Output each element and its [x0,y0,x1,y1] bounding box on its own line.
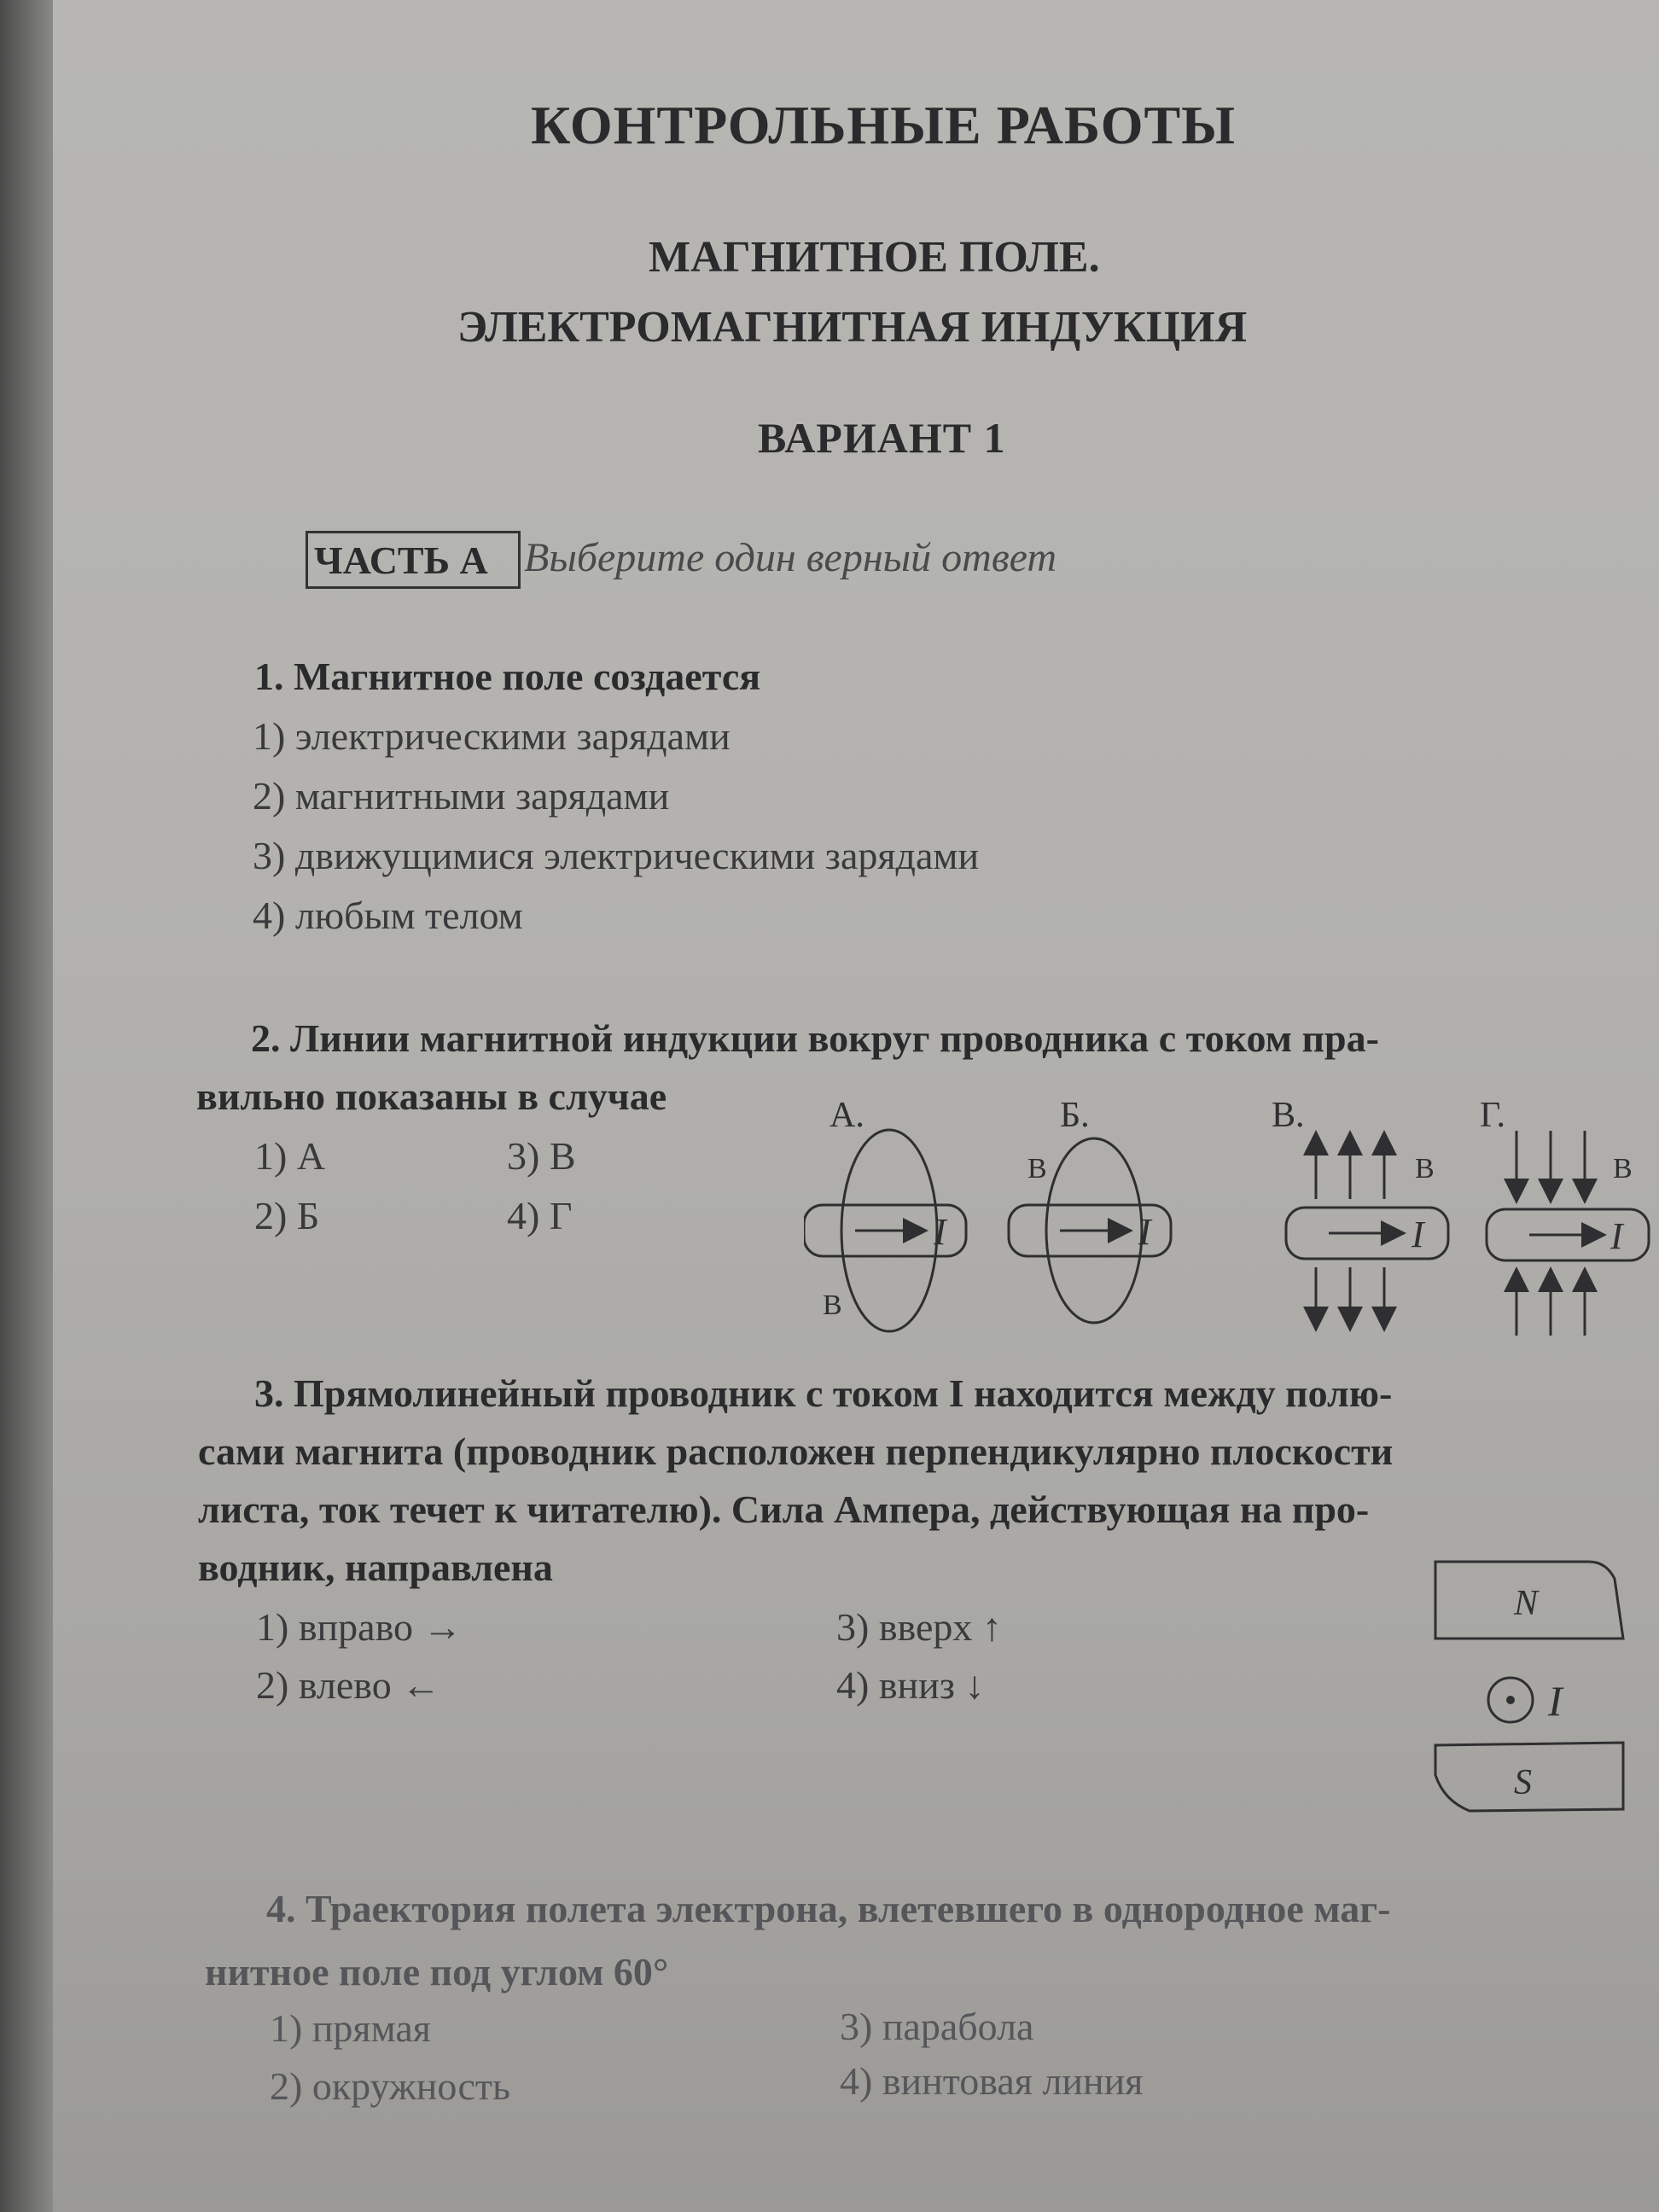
question-2-text-line1: 2. Линии магнитной индукции вокруг проводника с током пра- [251,1016,1379,1060]
question-2-option-1: 1) А [254,1134,326,1178]
question-1-option-1: 1) электрическими зарядами [253,714,731,758]
question-2-text-line2: вильно показаны в случае [196,1074,667,1118]
figure-label-b: Б. [1060,1096,1090,1135]
figure-v-current: I [1412,1214,1424,1255]
question-3-text-line1: 3. Прямолинейный проводник с током I находится между полю- [254,1371,1393,1415]
question-1-text: 1. Магнитное поле создается [254,655,761,698]
part-a-instruction: Выберите один верный ответ [524,535,1057,580]
variant-title: ВАРИАНТ 1 [758,414,1006,462]
figure-case-v [1272,1096,1448,1327]
question-4-option-4: 4) винтовая линия [840,2059,1144,2103]
question-1-option-3: 3) движущимися электрическими зарядами [253,834,980,877]
conductor-current-label: I [1548,1677,1563,1725]
question-3-option-3: 3) вверх ↑ [836,1605,1002,1649]
question-3-option-2: 2) влево ← [256,1663,441,1707]
question-4-option-1: 1) прямая [270,2006,431,2050]
figure-v-field: B [1415,1153,1435,1185]
question-3-figure [1418,1553,1657,1826]
south-pole-label: S [1514,1763,1532,1802]
figure-case-b [1009,1096,1171,1323]
question-2-figure [804,1092,1659,1340]
question-2-option-2: 2) Б [254,1194,320,1237]
question-3-option-1: 1) вправо → [256,1605,463,1649]
question-4-option-3: 3) парабола [840,2005,1034,2048]
figure-g-current: I [1610,1215,1623,1257]
question-4-option-2: 2) окружность [270,2064,510,2108]
book-binding-shadow [0,0,53,2212]
topic-title-line1: МАГНИТНОЕ ПОЛЕ. [649,233,1100,282]
north-pole-label: N [1514,1584,1539,1623]
question-4-text-line1: 4. Траектория полета электрона, влетевшего в однородное маг- [266,1887,1391,1930]
question-2-option-4: 4) Г [507,1194,573,1237]
figure-a-field: B [823,1289,842,1321]
figure-label-a: А. [830,1096,864,1135]
question-1-option-2: 2) магнитными зарядами [253,774,670,818]
figure-a-current: I [934,1211,946,1253]
document-title: КОНТРОЛЬНЫЕ РАБОТЫ [531,95,1236,155]
question-4-text-line2: нитное поле под углом 60° [205,1950,669,1994]
figure-b-current: I [1138,1211,1151,1253]
figure-label-g: Г. [1480,1096,1506,1135]
figure-b-field: B [1027,1153,1047,1185]
question-1-option-4: 4) любым телом [253,894,523,937]
figure-case-g [1480,1096,1649,1336]
figure-label-v: В. [1272,1096,1305,1135]
topic-title-line2: ЭЛЕКТРОМАГНИТНАЯ ИНДУКЦИЯ [457,303,1248,352]
figure-case-a [804,1096,966,1331]
question-3-text-line3: листа, ток течет к читателю). Сила Ампера, действующая на про- [198,1487,1370,1531]
figure-g-field: B [1613,1153,1633,1185]
question-3-option-4: 4) вниз ↓ [836,1663,985,1707]
document-page [53,0,1659,2212]
question-3-text-line2: сами магнита (проводник расположен перпендикулярно плоскости [198,1429,1394,1473]
part-a-label: ЧАСТЬ А [314,538,488,582]
question-2-option-3: 3) В [507,1134,576,1178]
question-3-text-line4: водник, направлена [198,1545,553,1589]
